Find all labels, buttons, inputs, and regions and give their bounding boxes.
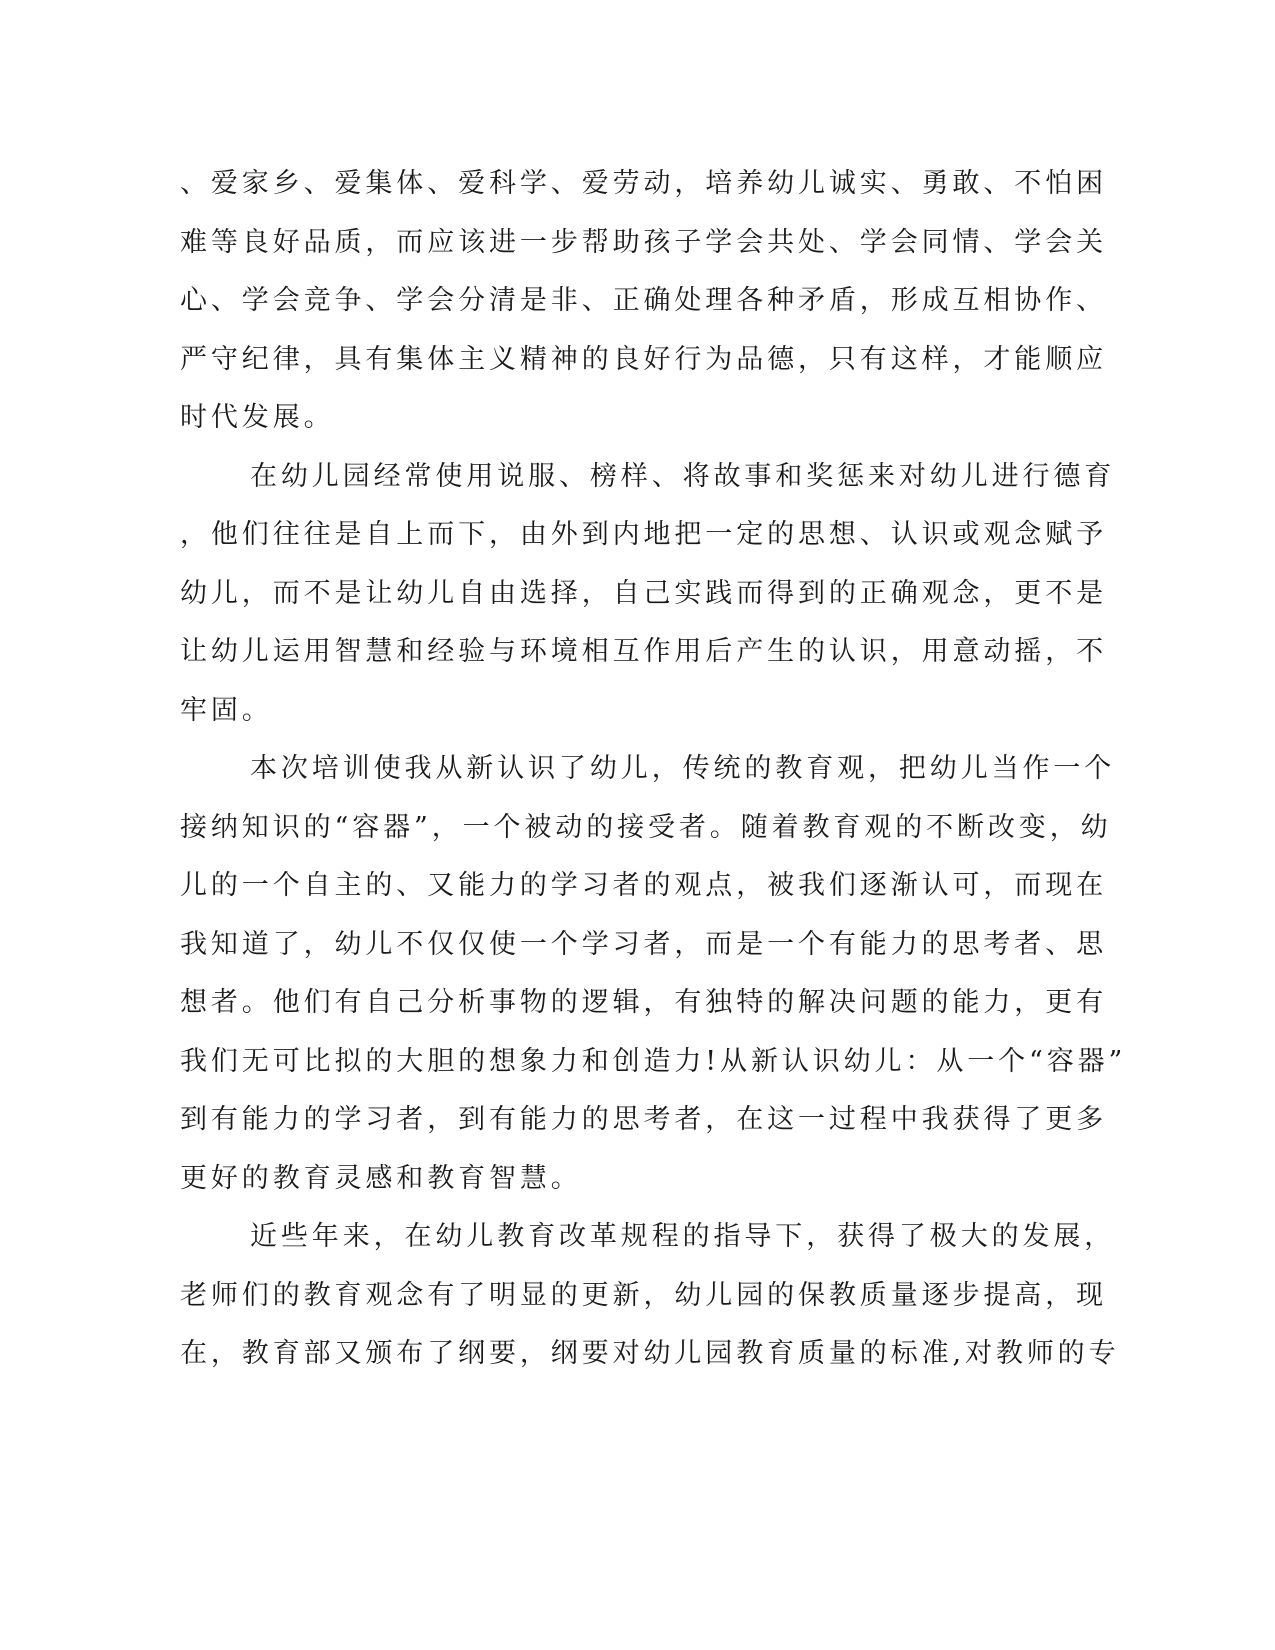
text-line: 更好的教育灵感和教育智慧。 xyxy=(180,1162,582,1194)
text-line: 幼儿，而不是让幼儿自由选择，自己实践而得到的正确观念，更不是 xyxy=(180,577,1107,609)
text-line: 难等良好品质，而应该进一步帮助孩子学会共处、学会同情、学会关 xyxy=(180,226,1107,258)
text-line: 老师们的教育观念有了明显的更新，幼儿园的保教质量逐步提高，现 xyxy=(180,1279,1107,1311)
body-text xyxy=(180,155,1127,1384)
text-line: 严守纪律，具有集体主义精神的良好行为品德，只有这样，才能顺应 xyxy=(180,343,1107,375)
text-line: 到有能力的学习者，到有能力的思考者，在这一过程中我获得了更多 xyxy=(180,1104,1107,1135)
text-line: 想者。他们有自己分析事物的逻辑，有独特的解决问题的能力，更有 xyxy=(180,987,1107,1018)
text-line: 让幼儿运用智慧和经验与环境相互作用后产生的认识，用意动摇，不 xyxy=(180,636,1107,667)
text-line: 、爱家乡、爱集体、爱科学、爱劳动，培养幼儿诚实、勇敢、不怕困 xyxy=(180,168,1107,199)
text-line: 接纳知识的“容器”，一个被动的接受者。随着教育观的不断改变，幼 xyxy=(180,811,1112,843)
text-line: 在，教育部又颁布了纲要，纲要对幼儿园教育质量的标准,对教师的专 xyxy=(180,1338,1120,1369)
paragraph-first-line: 近些年来，在幼儿教育改革规程的指导下，获得了极大的发展， xyxy=(250,1221,1116,1252)
text-line: ，他们往往是自上而下，由外到内地把一定的思想、认识或观念赋予 xyxy=(180,519,1107,550)
text-line: 牢固。 xyxy=(180,694,273,726)
text-line: 我知道了，幼儿不仅仅使一个学习者，而是一个有能力的思考者、思 xyxy=(180,928,1107,960)
text-line: 心、学会竞争、学会分清是非、正确处理各种矛盾，形成互相协作、 xyxy=(180,285,1107,316)
paragraph-first-line: 在幼儿园经常使用说服、榜样、将故事和奖惩来对幼儿进行德育 xyxy=(250,460,1116,492)
text-line: 我们无可比拟的大胆的想象力和创造力!从新认识幼儿：从一个“容器” xyxy=(180,1045,1127,1077)
text-line: 儿的一个自主的、又能力的学习者的观点，被我们逐渐认可，而现在 xyxy=(180,870,1107,901)
paragraph-first-line: 本次培训使我从新认识了幼儿，传统的教育观，把幼儿当作一个 xyxy=(250,753,1116,784)
text-line: 时代发展。 xyxy=(180,402,335,433)
